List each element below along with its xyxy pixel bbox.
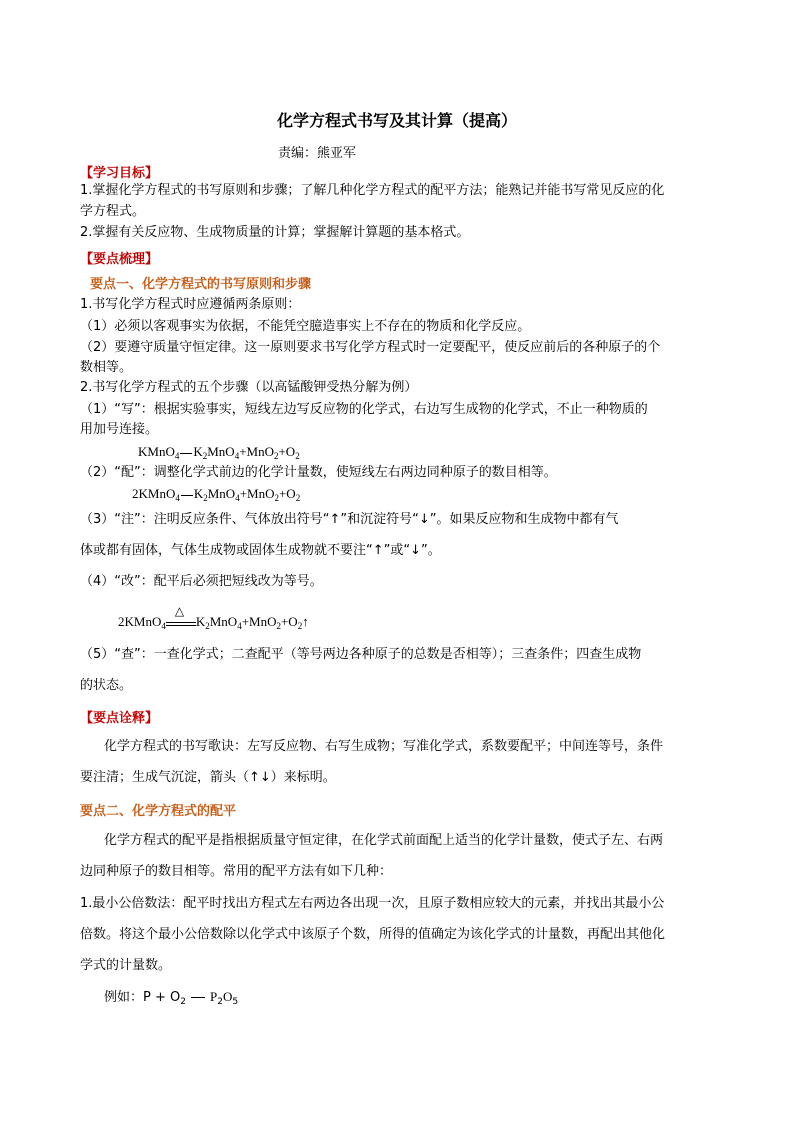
goal-item-1-line-1: 1.掌握化学方程式的书写原则和步骤；了解几种化学方程式的配平方法；能熟记并能书写常见反应的化 <box>80 183 665 198</box>
step5-line-1: （5）“查”：一查化学式；二查配平（等号两边各种原子的总数是否相等）；三查条件；四查生成物 <box>80 647 642 662</box>
point1-para-3-line-2: 数相等。 <box>80 360 133 375</box>
point1-para-2: （1）必须以客观事实为依据，不能凭空臆造事实上不存在的物质和化学反应。 <box>80 319 531 334</box>
section-heading-summary: 【要点梳理】 <box>80 252 159 267</box>
step1-line-2: 用加号连接。 <box>80 422 159 437</box>
section-heading-goals: 【学习目标】 <box>80 166 159 181</box>
point1-para-1: 1.书写化学方程式时应遵循两条原则： <box>80 297 301 312</box>
equation-final: 2KMnO$_4$ △ $K_2MnO_4+MnO_2+O_2↑$ <box>118 604 309 631</box>
step2: （2）“配”：调整化学式前边的化学计量数，使短线左右两边同种原子的数目相等。 <box>80 465 557 480</box>
gas-arrow-icon: ↑ <box>302 614 309 629</box>
step3-line-2: 体或都有固体，气体生成物或固体生成物就不要注“↑”或“↓”。 <box>80 543 441 558</box>
example-equation: 例如：$P + O_2$ $P_2O_5$ <box>104 989 239 1007</box>
goal-item-1-line-2: 学方程式。 <box>80 204 146 219</box>
step1-line-1: （1）“写”：根据实验事实，短线左边写反应物的化学式，右边写生成物的化学式，不止一种物质的 <box>80 402 648 417</box>
explanation-line-1: 化学方程式的书写歌诀：左写反应物、右写生成物；写准化学式，系数要配平；中间连等号，条件 <box>104 739 664 754</box>
point2-intro-line-2: 边同种原子的数目相等。常用的配平方法有如下几种： <box>80 864 393 879</box>
editor-line: 责编：熊亚军 <box>278 146 357 161</box>
page-title: 化学方程式书写及其计算（提高） <box>276 111 517 130</box>
equation-write: KMnO$_4$ $K_2MnO_4+MnO_2+O_2$ <box>138 444 300 461</box>
goal-item-2: 2.掌握有关反应物、生成物质量的计算；掌握解计算题的基本格式。 <box>80 225 470 240</box>
step5-line-2: 的状态。 <box>80 678 133 693</box>
point1-para-3-line-1: （2）要遵守质量守恒定律。这一原则要求书写化学方程式时一定要配平，使反应前后的各种原子的个 <box>80 340 661 355</box>
point2-heading: 要点二、化学方程式的配平 <box>80 804 237 819</box>
delta-icon: △ <box>174 604 185 619</box>
method1-line-3: 学式的计量数。 <box>80 958 172 973</box>
equation-balance: 2KMnO$_4$ $K_2MnO_4+MnO_2+O_2$ <box>132 486 301 503</box>
point2-intro-line-1: 化学方程式的配平是指根据质量守恒定律，在化学式前面配上适当的化学计量数，使式子左、右两 <box>104 833 664 848</box>
step3-line-1: （3）“注”：注明反应条件、气体放出符号“↑”和沉淀符号“↓”。如果反应物和生成物中都有气 <box>80 512 619 527</box>
point1-para-4: 2.书写化学方程式的五个步骤（以高锰酸钾受热分解为例） <box>80 380 418 395</box>
method1-line-2: 倍数。将这个最小公倍数除以化学式中该原子个数，所得的值确定为该化学式的计量数，再配出其他化 <box>80 927 666 942</box>
section-heading-explanation: 【要点诠释】 <box>80 711 159 726</box>
explanation-line-2: 要注清；生成气沉淀，箭头（↑↓）来标明。 <box>80 770 336 785</box>
step4: （4）“改”：配平后必须把短线改为等号。 <box>80 574 323 589</box>
heating-condition-sign <box>166 604 196 630</box>
method1-line-1: 1.最小公倍数法：配平时找出方程式左右两边各出现一次，且原子数相应较大的元素，并找出其最小公 <box>80 896 665 911</box>
point1-heading: 要点一、化学方程式的书写原则和步骤 <box>90 277 312 292</box>
